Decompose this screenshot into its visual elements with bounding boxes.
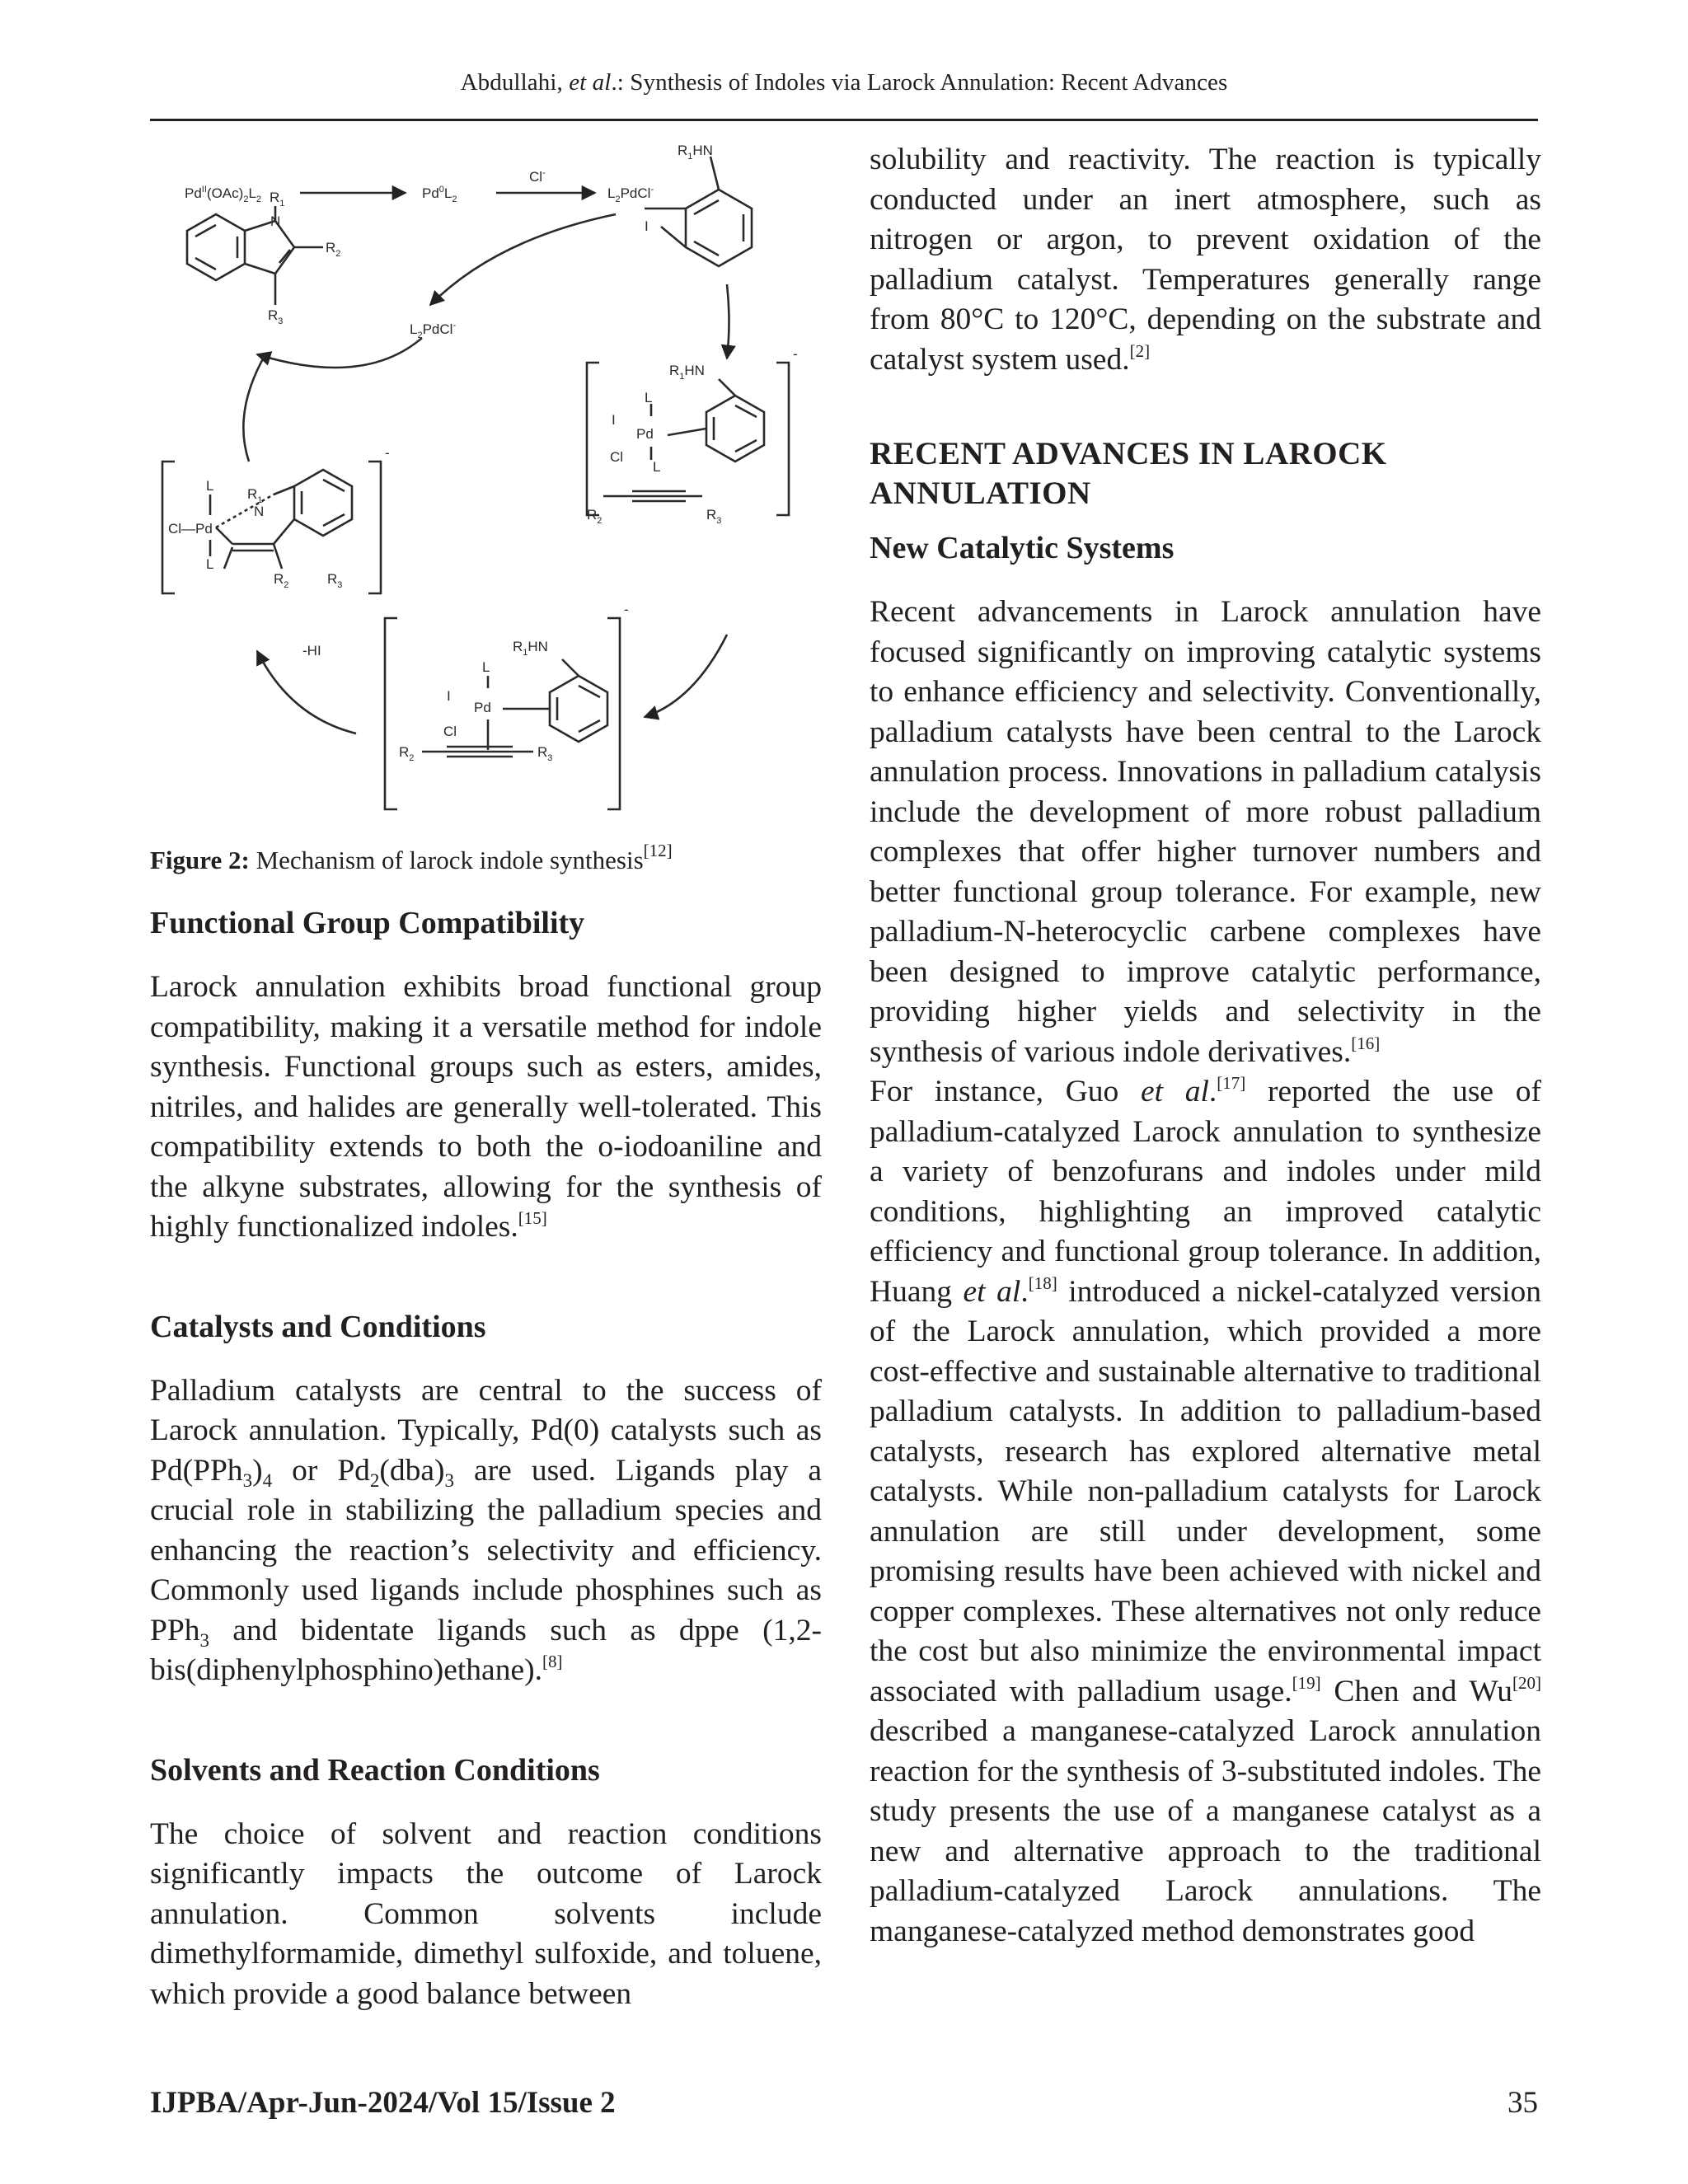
header-title: .: Synthesis of Indoles via Larock Annulation: Recent Advances: [611, 69, 1228, 96]
label-l2pdcl-top: $L_2PdCl^-$: [607, 185, 654, 204]
label-pd2: $Pd^{II}(OAc)_2L_2$: [185, 185, 262, 204]
left-column: [150, 140, 822, 2014]
header-rule: [150, 119, 1538, 121]
ref-2: [2]: [1129, 340, 1151, 361]
heading-functional-group: Functional Group Compatibility: [150, 906, 585, 940]
label-iodo: I: [645, 218, 649, 234]
label-c3-r1: $R_1$: [247, 486, 263, 505]
iodoaniline-structure: [645, 157, 752, 266]
arrow-regeneration: [430, 214, 616, 305]
label-indole-n: N: [270, 213, 281, 229]
label-c1-cl: Cl: [610, 449, 624, 465]
label-c2-cl: Cl: [443, 724, 457, 739]
cat-text-5: are used. Ligands play a crucial role in stabilizing the palladium species and enhancing the reaction’s selectivity and efficiency. Commonly used ligands include phosphines such as PPh: [150, 1453, 822, 1647]
paragraph-new-catalytic-text: Recent advancements in Larock annulation have focused significantly on improving catalytic systems to enhance efficiency and selectivity. Conventionally, palladium catalysts have been central to the Larock annulation process. Innovations in palladium catalysis include the development of more robust palladium complexes that offer higher turnover numbers and better functional group tolerance. For example, new palladium-N-heterocyclic carbene complexes have been designed to improve catalytic performance, providing higher yields and selectivity in the synthesis of various indole derivatives.: [870, 595, 1541, 1069]
cat-text-1: Palladium catalysts are central to the success of Larock annulation. Typically, Pd(0) catalysts such as Pd(PPh: [150, 1373, 822, 1488]
paragraph-solubility-text: solubility and reactivity. The reaction is typically conducted under an inert atmosphere, such as nitrogen or argon, to prevent oxidation of the palladium catalyst. Temperatures generally range from 80°C to 120°C, depending on the substrate and catalyst system used.: [870, 143, 1541, 377]
label-c2-r1hn: $R_1HN$: [513, 639, 548, 658]
heading-recent-advances: RECENT ADVANCES IN LAROCK ANNULATION: [870, 436, 1387, 511]
paragraph-instance: For instance, Guo et al.[17] reported the use of palladium-catalyzed Larock annulation to synthesize a variety of benzofurans and indoles under mild conditions, highlighting an improved catalytic efficiency and functional group tolerance. In addition, Huang et al.[18] introduced a nickel-catalyzed version of the Larock annulation, which provided a more cost-effective and sustainable alternative to traditional palladium catalysts. In addition to palladium-based catalysts, research has explored alternative metal catalysts. While non-palladium catalysts for Larock annulation are still under development, some promising results have been achieved with nickel and copper complexes. These alternatives not only reduce the cost but also minimize the environmental impact associated with palladium usage.[19] Chen and Wu[20] described a manganese-catalyzed Larock annulation reaction for the synthesis of 3-substituted indoles. The study presents the use of a manganese catalyst as a new and alternative approach to the traditional palladium-catalyzed Larock annulations. The manganese-catalyzed method demonstrates good: [870, 1073, 1541, 1948]
mechanism-diagram: [150, 140, 822, 834]
ref-16: [16]: [1351, 1033, 1381, 1053]
complex-oxidative-addition: [587, 363, 789, 515]
label-l2pdcl-mid: $L_2PdCl^-$: [410, 321, 457, 340]
label-chloride: Cl-: [529, 168, 546, 185]
cat-sub-2: 4: [262, 1469, 273, 1491]
arrow-coordination: [645, 635, 727, 717]
cat-sub-3: 2: [369, 1469, 380, 1491]
figure-caption-ref: [12]: [643, 841, 673, 860]
header-etal: et al: [569, 69, 612, 96]
label-c3-r2: $R_2$: [274, 571, 289, 590]
label-c2-charge: -: [624, 602, 629, 617]
label-indole-r3: $R_3$: [268, 307, 284, 326]
footer-page-number: 35: [1507, 2086, 1538, 2120]
arrow-reductive-elimination: [243, 354, 265, 462]
arrow-to-indole: [257, 338, 422, 368]
label-c2-i: I: [447, 688, 451, 704]
arrow-hi-elimination: [257, 651, 356, 733]
instance-text-b: reported the use of palladium-catalyzed Larock annulation to synthesize a variety of benzofurans and indoles under mild conditions, highlighting an improved catalytic efficiency and functional group tolerance. In addition, Huang: [870, 1075, 1541, 1309]
label-c3-l-bottom: L: [206, 556, 214, 572]
indole-structure: [187, 206, 323, 305]
paragraph-new-catalytic: [870, 593, 1541, 1072]
heading-solvents: Solvents and Reaction Conditions: [150, 1752, 600, 1788]
ref-18: [18]: [1028, 1272, 1057, 1293]
label-c1-l-top: L: [645, 390, 653, 405]
label-c3-charge: -: [385, 445, 390, 461]
ref-15: [15]: [518, 1208, 547, 1228]
arrow-oxidative-addition: [727, 284, 729, 359]
running-header: [0, 69, 1688, 96]
ref-8: [8]: [542, 1652, 563, 1671]
label-c1-r1hn: $R_1HN$: [669, 363, 705, 382]
instance-text-d: Chen and Wu: [1320, 1674, 1512, 1708]
label-hi: -HI: [302, 643, 321, 658]
cat-text-3: or Pd: [272, 1453, 370, 1488]
heading-catalysts: Catalysts and Conditions: [150, 1309, 486, 1344]
right-column: [870, 140, 1541, 1952]
mechanism-figure: [150, 140, 822, 834]
figure-caption-label: Figure 2:: [150, 846, 250, 874]
label-c2-l: L: [482, 659, 490, 675]
label-r1hn-top: $R_1HN$: [678, 143, 713, 162]
figure-caption-text: Mechanism of larock indole synthesis: [249, 846, 644, 874]
label-c2-pd: Pd: [474, 700, 491, 715]
paragraph-catalysts: [150, 1371, 822, 1691]
ref-20: [20]: [1512, 1672, 1541, 1693]
label-c1-r3: $R_3$: [706, 507, 722, 526]
label-indole-r1: $R_1$: [270, 190, 285, 209]
heading-new-catalytic-systems: New Catalytic Systems: [870, 531, 1175, 565]
label-c2-r2: $R_2$: [399, 744, 415, 763]
cat-sub-4: 3: [444, 1469, 455, 1491]
cat-text-6: and bidentate ligands such as dppe (1,2-bis(diphenylphosphino)ethane).: [150, 1613, 822, 1687]
paragraph-functional-group-text: Larock annulation exhibits broad functional group compatibility, making it a versatile method for indole synthesis. Functional groups such as esters, amides, nitriles, and halides are generally well-tolerated. This compatibility extends to both the o-iodoaniline and the alkyne substrates, allowing for the synthesis of highly functionalized indoles.: [150, 970, 822, 1244]
paragraph-functional-group: [150, 968, 822, 1248]
cat-sub-5: 3: [199, 1629, 209, 1651]
cat-text-4: (dba): [379, 1453, 445, 1488]
label-c1-l-bottom: L: [653, 459, 661, 475]
complex-alkyne-coordination: [385, 618, 620, 809]
label-pd0: $Pd^0L_2$: [422, 185, 457, 204]
label-c3-l-top: L: [206, 478, 214, 494]
cat-text-2: ): [252, 1453, 263, 1488]
instance-text-e: described a manganese-catalyzed Larock annulation reaction for the synthesis of 3-substituted indoles. The study presents the use of a manganese catalyst as a new and alternative approach to the traditional palladium-catalyzed Larock annulations. The manganese-catalyzed method demonstrates good: [870, 1714, 1541, 1948]
label-c1-i: I: [612, 412, 616, 428]
label-indole-r2: $R_2$: [326, 240, 341, 259]
label-c1-r2: $R_2$: [587, 507, 603, 526]
cat-sub-1: 3: [242, 1469, 253, 1491]
label-c1-charge: -: [793, 346, 798, 362]
ref-17: [17]: [1217, 1073, 1246, 1093]
label-c3-n: N: [254, 504, 265, 519]
label-c3-r3: $R_3$: [327, 571, 343, 590]
instance-text-c: introduced a nickel-catalyzed version of the Larock annulation, which provided a more cost-effective and sustainable alternative to traditional palladium catalysts. In addition to palladium-based catalysts, research has explored alternative metal catalysts. While non-palladium catalysts for Larock annulation are still under development, some promising results have been achieved with nickel and copper complexes. These alternatives not only reduce the cost but also minimize the environmental impact associated with palladium usage.: [870, 1274, 1541, 1708]
figure-caption: [150, 841, 822, 877]
instance-text-a: For instance, Guo: [870, 1075, 1141, 1108]
ref-19: [19]: [1292, 1672, 1321, 1693]
instance-etal-2: et al: [963, 1274, 1021, 1309]
label-c1-pd: Pd: [636, 426, 654, 442]
label-c2-r3: $R_3$: [537, 744, 553, 763]
header-author: Abdullahi,: [460, 69, 570, 96]
label-c3-clpd: Cl—Pd: [168, 521, 213, 537]
footer-journal: IJPBA/Apr-Jun-2024/Vol 15/Issue 2: [150, 2086, 616, 2120]
instance-etal-1: et al: [1140, 1075, 1209, 1108]
paragraph-solvents: The choice of solvent and reaction conditions significantly impacts the outcome of Larock annulation. Common solvents include dimethylformamide, dimethyl sulfoxide, and toluene, which provide a good balance between: [150, 1816, 822, 2011]
paragraph-solubility: [870, 140, 1541, 380]
